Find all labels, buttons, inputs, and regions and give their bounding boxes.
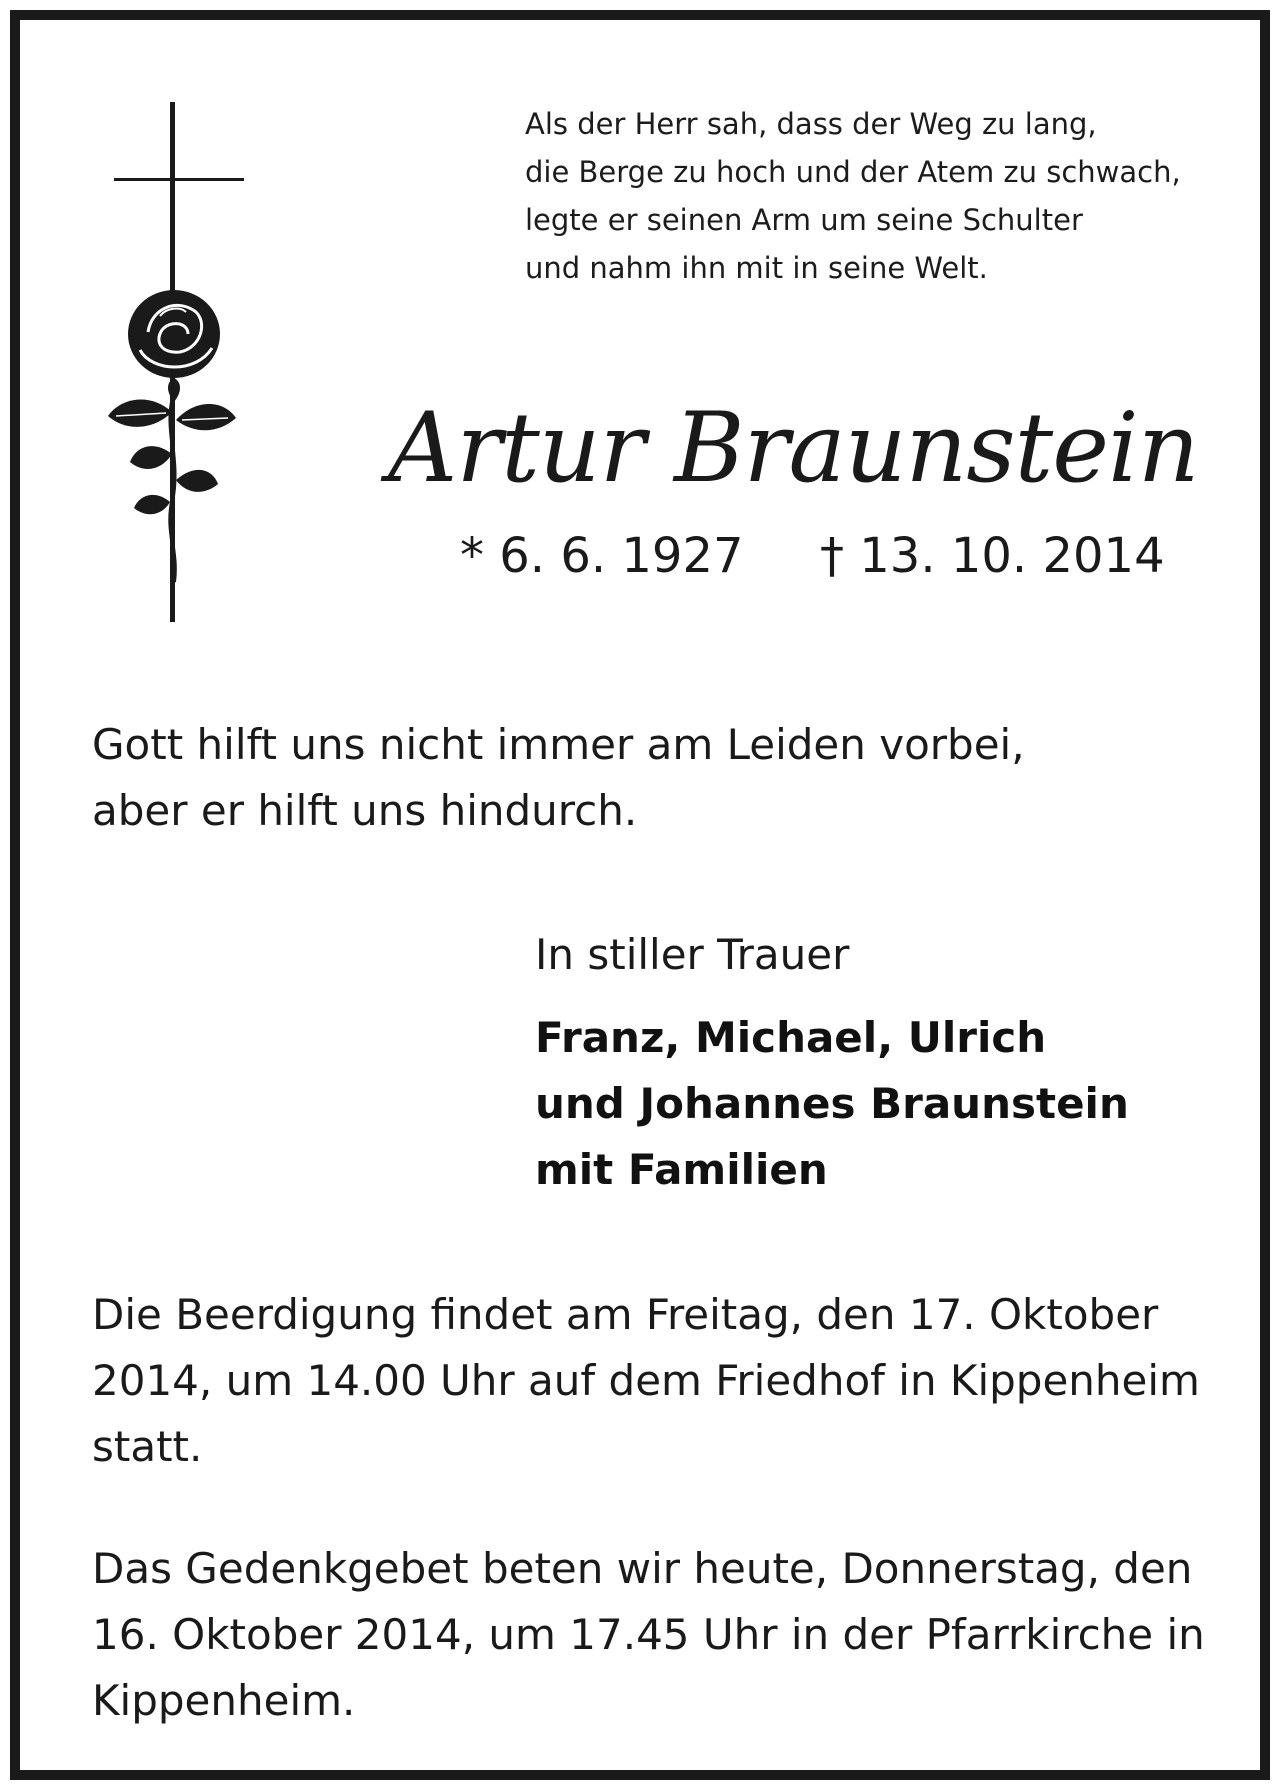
funeral-notice [92, 1282, 1232, 1480]
poem-line: Als der Herr sah, dass der Weg zu lang, [525, 107, 1097, 141]
prayer-line: 16. Oktober 2014, um 17.45 Uhr in der Pfarrkirche in [92, 1610, 1205, 1659]
deceased-name: Artur Braunstein [388, 392, 1199, 504]
prayer-line: Das Gedenkgebet beten wir heute, Donnerstag, den [92, 1544, 1193, 1593]
family-line: Franz, Michael, Ulrich [535, 1013, 1047, 1062]
family-line: mit Familien [535, 1145, 828, 1194]
life-dates [460, 526, 1220, 586]
family-names [535, 1005, 1235, 1203]
birth-date: * 6. 6. 1927 [460, 528, 744, 584]
faith-quote [92, 712, 1212, 844]
prayer-notice [92, 1536, 1232, 1734]
cross-with-rose-icon [100, 102, 250, 622]
funeral-line: statt. [92, 1422, 203, 1471]
funeral-line: Die Beerdigung findet am Freitag, den 17. Oktober [92, 1290, 1159, 1339]
death-date: † 13. 10. 2014 [820, 528, 1165, 584]
prayer-line: Kippenheim. [92, 1676, 356, 1725]
mourning-intro: In stiller Trauer [535, 930, 850, 979]
obituary-frame [10, 10, 1270, 1780]
funeral-line: 2014, um 14.00 Uhr auf dem Friedhof in Kippenheim [92, 1356, 1200, 1405]
poem-line: legte er seinen Arm um seine Schulter [525, 203, 1083, 237]
quote-line: aber er hilft uns hindurch. [92, 786, 638, 835]
opening-poem [525, 100, 1245, 292]
poem-line: und nahm ihn mit in seine Welt. [525, 251, 988, 285]
quote-line: Gott hilft uns nicht immer am Leiden vorbei, [92, 720, 1025, 769]
poem-line: die Berge zu hoch und der Atem zu schwach, [525, 155, 1181, 189]
family-line: und Johannes Braunstein [535, 1079, 1129, 1128]
